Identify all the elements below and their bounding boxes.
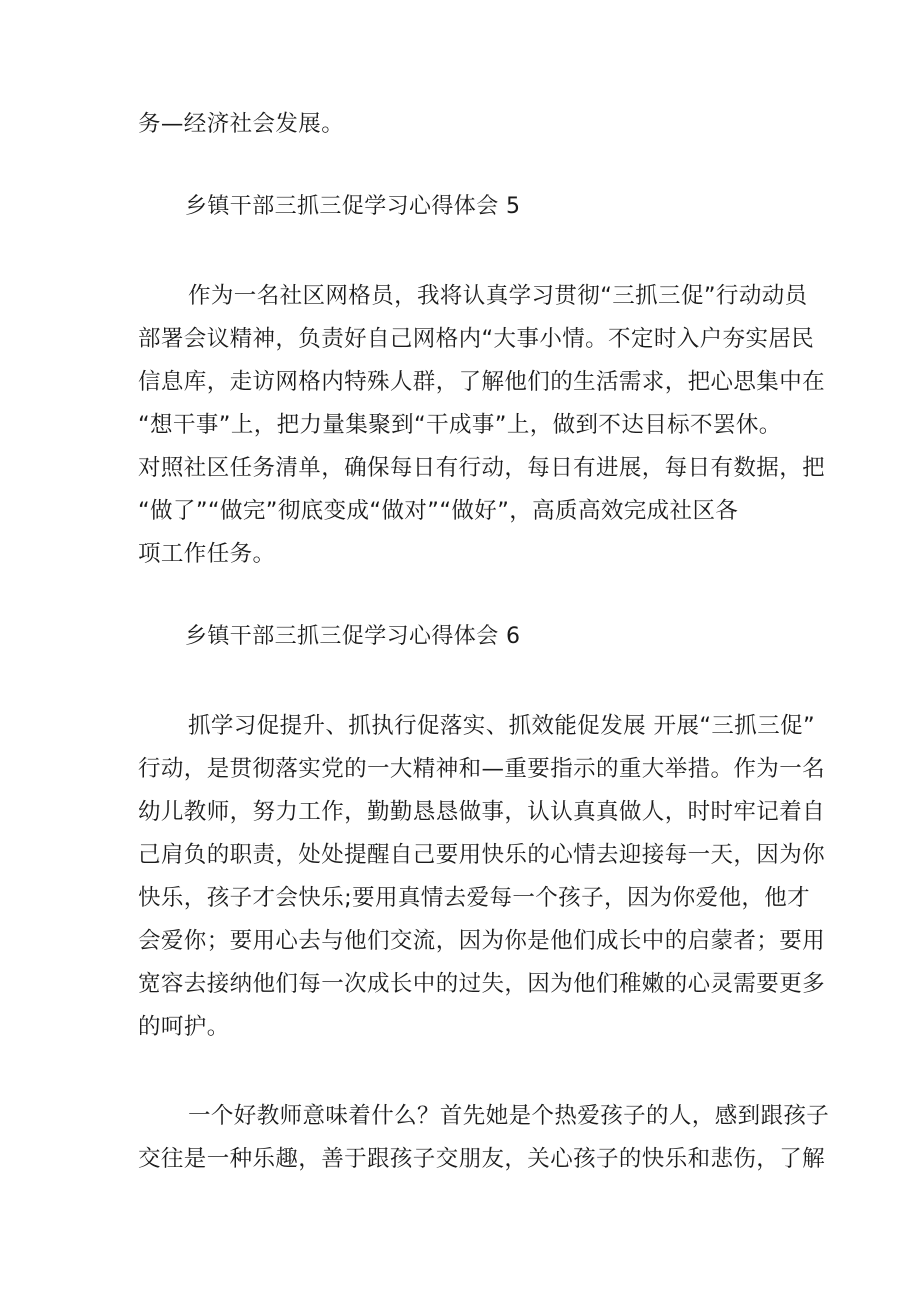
section-5-heading: 乡镇干部三抓三促学习心得体会 5 [185, 194, 521, 219]
section-5-paragraph-line: 作为一名社区网格员，我将认真学习贯彻“三抓三促”行动动员 [188, 283, 808, 309]
section-5-paragraph-line: 对照社区任务清单，确保每日有行动，每日有进展，每日有数据，把 [138, 455, 826, 481]
section-6-heading: 乡镇干部三抓三促学习心得体会 6 [185, 624, 521, 649]
section-6-paragraph-line: 行动，是贯彻落实党的一大精神和—重要指示的重大举措。作为一名 [138, 756, 826, 782]
section-6-paragraph-line: 快乐，孩子才会快乐;要用真情去爱每一个孩子，因为你爱他，他才 [138, 885, 811, 911]
section-6-paragraph-line: 宽容去接纳他们每一次成长中的过失，因为他们稚嫩的心灵需要更多 [138, 971, 826, 997]
intro-tail-line: 务—经济社会发展。 [138, 111, 345, 137]
section-5-paragraph-line: 部署会议精神，负责好自己网格内“大事小情。不定时入户夯实居民 [138, 326, 815, 352]
section-5-paragraph-line: 项工作任务。 [138, 541, 276, 567]
section-6-paragraph-2-line: 交往是一种乐趣，善于跟孩子交朋友，关心孩子的快乐和悲伤，了解 [138, 1146, 826, 1172]
section-6-paragraph-line: 会爱你；要用心去与他们交流，因为你是他们成长中的启蒙者；要用 [138, 928, 826, 954]
section-5-paragraph-line: 信息库，走访网格内特殊人群，了解他们的生活需求，把心思集中在 [138, 369, 826, 395]
section-6-paragraph-line: 幼儿教师，努力工作，勤勤恳恳做事，认认真真做人，时时牢记着自 [138, 799, 826, 825]
section-5-paragraph-line: “想干事”上，把力量集聚到“干成事”上，做到不达目标不罢休。 [138, 412, 782, 438]
section-6-paragraph-2-line: 一个好教师意味着什么？首先她是个热爱孩子的人，感到跟孩子 [188, 1103, 830, 1129]
section-5-paragraph-line: “做了”“做完”彻底变成“做对”“做好”，高质高效完成社区各 [138, 498, 739, 524]
section-6-paragraph-line: 抓学习促提升、抓执行促落实、抓效能促发展 开展“三抓三促” [188, 713, 816, 739]
section-6-paragraph-line: 己肩负的职责，处处提醒自己要用快乐的心情去迎接每一天，因为你 [138, 842, 826, 868]
section-6-paragraph-line: 的呵护。 [138, 1014, 230, 1040]
